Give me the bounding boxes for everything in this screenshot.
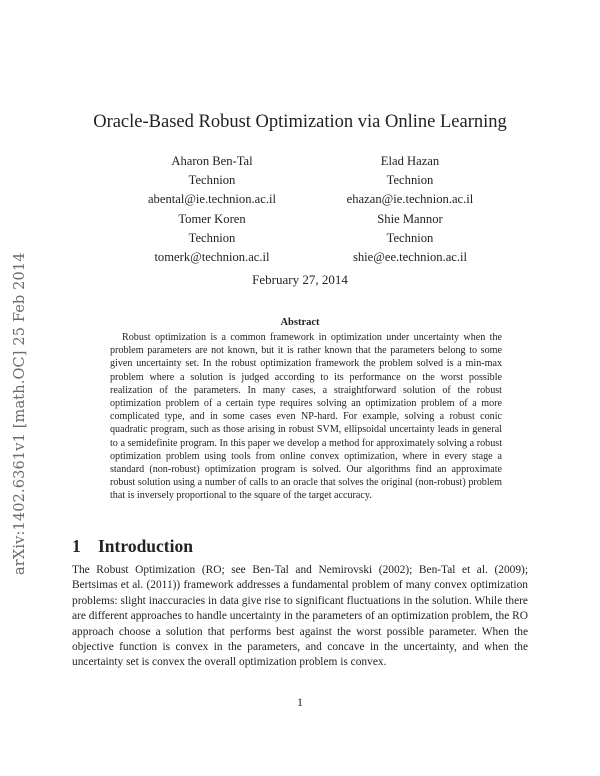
author-block [290, 210, 530, 267]
author-email[interactable]: abental@ie.technion.ac.il [147, 192, 277, 206]
publication-date: February 27, 2014 [252, 272, 348, 287]
section-title: Introduction [98, 536, 193, 556]
author-affiliation: Technion [386, 231, 434, 245]
author-affiliation: Technion [188, 231, 236, 245]
page-number: 1 [297, 695, 303, 709]
section-heading [72, 536, 528, 557]
author-email[interactable]: shie@ee.technion.ac.il [352, 250, 468, 264]
author-block [290, 152, 530, 209]
author-name: Shie Mannor [377, 212, 443, 226]
section-body: The Robust Optimization (RO; see Ben-Tal and Nemirovski (2002); Ben-Tal et al. (2009); Bertsimas et al. (2011)) framework addresses a fundamental problem of many convex optimization problems: slight inaccuracies in data give rise to significant fluctuations in the solution. While there are different approaches to handle uncertainty in the parameters of an optimization problem, the RO approach choose a solution that performs best against the worst possible parameter. When the objective function is convex in the parameters, and concave in the uncertainty, and when the uncertainty set is convex the overall optimization problem is convex. [72, 564, 528, 669]
author-name: Aharon Ben-Tal [171, 154, 253, 168]
section-number: 1 [72, 536, 81, 556]
abstract-heading: Abstract [280, 317, 320, 328]
arxiv-identifier-stamp [8, 175, 32, 575]
paper-title: Oracle-Based Robust Optimization via Online Learning [93, 112, 507, 132]
arxiv-identifier-text[interactable]: arXiv:1402.6361v1 [math.OC] 25 Feb 2014 [12, 252, 28, 575]
author-affiliation: Technion [188, 173, 236, 187]
author-email[interactable]: ehazan@ie.technion.ac.il [346, 192, 474, 206]
author-name: Elad Hazan [380, 154, 440, 168]
author-affiliation: Technion [386, 173, 434, 187]
author-name: Tomer Koren [178, 212, 246, 226]
abstract-body: Robust optimization is a common framework in optimization under uncertainty when the problem parameters are not known, but it is rather known that the parameters belong to some given uncertainty set. In the robust optimization framework the problem solved is a min-max problem where a solution is judged according to its performance on the worst possible realization of the parameters. In many cases, a straightforward solution of the robust optimization problem of a certain type requires solving an optimization problem of a more complicated type, and in some cases even NP-hard. For example, solving a robust conic quadratic program, such as those arising in robust SVM, ellipsoidal uncertainty leads in general to a semidefinite program. In this paper we develop a method for approximately solving a robust optimization problem using tools from online convex optimization, where in every stage a standard (non-robust) optimization program is solved. Our algorithms find an approximate robust solution using a number of calls to an oracle that solves the original (non-robust) problem that is inversely proportional to the square of the target accuracy. [110, 332, 502, 502]
author-email[interactable]: tomerk@technion.ac.il [154, 250, 270, 264]
